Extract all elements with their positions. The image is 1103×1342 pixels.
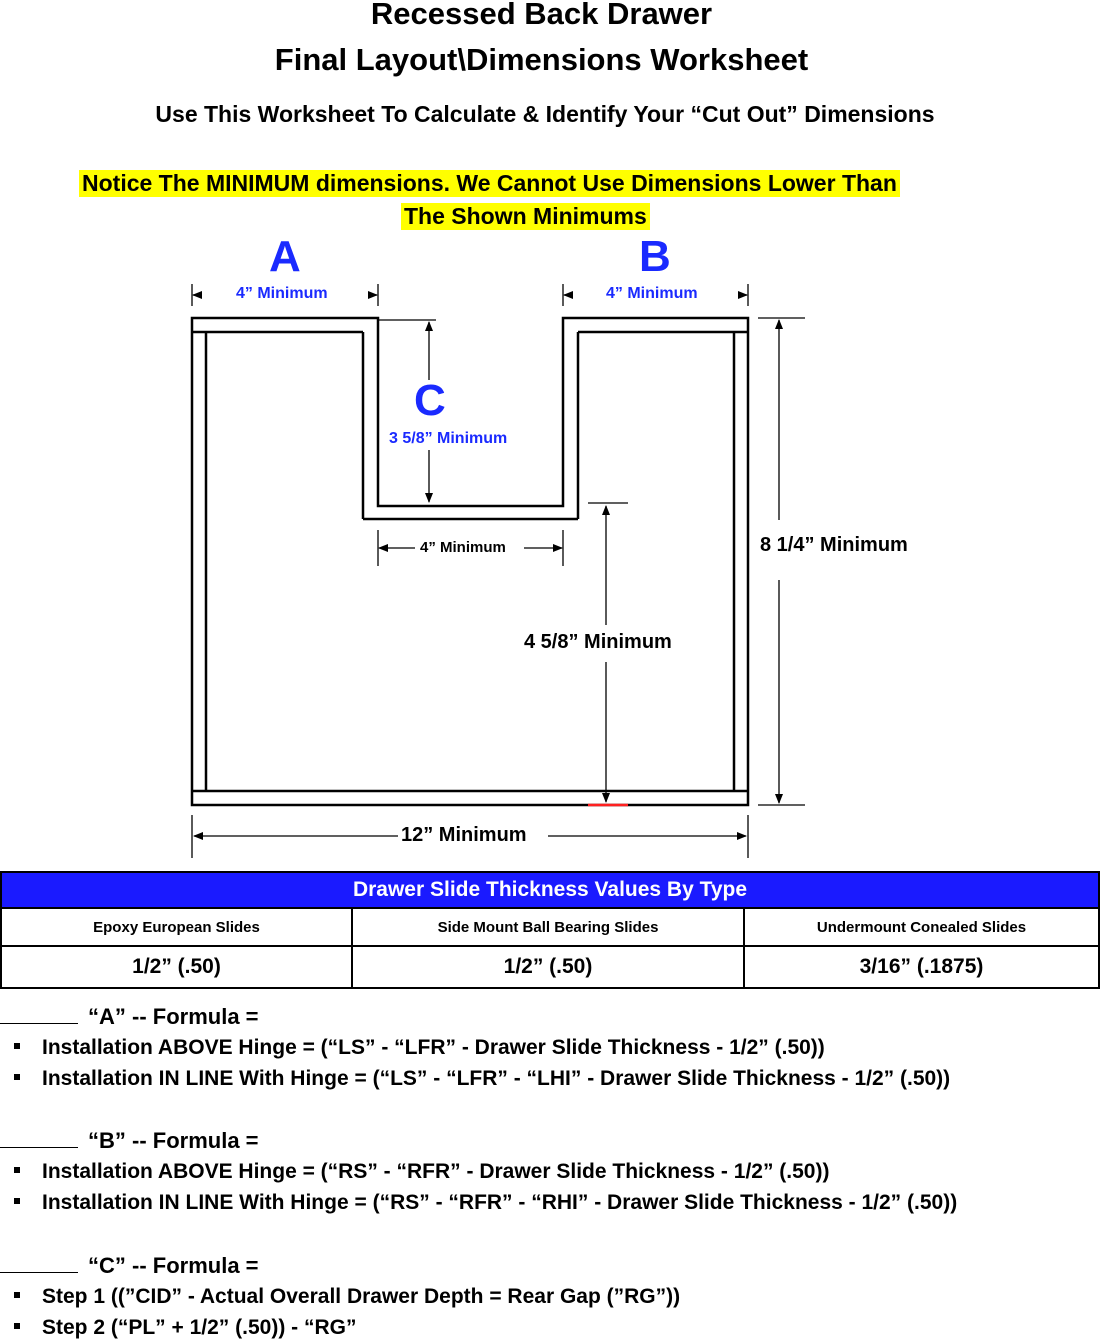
bullet-icon xyxy=(14,1167,20,1173)
a-minimum-label: 4” Minimum xyxy=(236,285,328,302)
lower-height-label: 4 5/8” Minimum xyxy=(521,631,675,654)
bullet-icon xyxy=(14,1074,20,1080)
cutout-width-label: 4” Minimum xyxy=(420,539,506,556)
formula-b-blank[interactable] xyxy=(0,1127,78,1148)
bullet-icon xyxy=(14,1323,20,1329)
formula-a-item-2 xyxy=(14,1067,950,1091)
label-b: B xyxy=(639,232,671,281)
bullet-icon xyxy=(14,1292,20,1298)
notice-line-1: Notice The MINIMUM dimensions. We Cannot Use Dimensions Lower Than xyxy=(79,170,900,197)
formula-c-item-1-text: Step 1 ((”CID” - Actual Overall Drawer Depth = Rear Gap (”RG”)) xyxy=(42,1285,681,1308)
formula-b-item-2-text: Installation IN LINE With Hinge = (“RS” - “RFR” - “RHI” - Drawer Slide Thickness - 1/2” (.50)) xyxy=(42,1191,958,1214)
header-side-mount: Side Mount Ball Bearing Slides xyxy=(352,908,744,946)
slide-thickness-table xyxy=(0,871,1100,989)
height-minimum-label: 8 1/4” Minimum xyxy=(757,534,911,557)
formula-c-item-1 xyxy=(14,1285,680,1309)
page-title: Recessed Back Drawer xyxy=(370,0,713,31)
value-epoxy: 1/2” (.50) xyxy=(1,946,352,988)
label-c: C xyxy=(414,376,446,425)
drawer-outline xyxy=(192,318,748,805)
notice-line-2: The Shown Minimums xyxy=(401,203,650,230)
formula-b-item-1 xyxy=(14,1160,829,1184)
width-minimum-label: 12” Minimum xyxy=(398,824,530,847)
formula-a-item-1-text: Installation ABOVE Hinge = (“LS” - “LFR” - Drawer Slide Thickness - 1/2” (.50)) xyxy=(42,1036,825,1059)
page-subtitle: Use This Worksheet To Calculate & Identify Your “Cut Out” Dimensions xyxy=(155,101,935,127)
formula-c-text: “C” -- Formula = xyxy=(88,1253,259,1278)
bullet-icon xyxy=(14,1198,20,1204)
table-title: Drawer Slide Thickness Values By Type xyxy=(1,872,1099,908)
formula-b-item-1-text: Installation ABOVE Hinge = (“RS” - “RFR” - Drawer Slide Thickness - 1/2” (.50)) xyxy=(42,1160,830,1183)
formula-c-blank[interactable] xyxy=(0,1252,78,1273)
formula-b-item-2 xyxy=(14,1191,957,1215)
label-a: A xyxy=(269,232,301,281)
page-title-line2: Final Layout\Dimensions Worksheet xyxy=(274,42,809,77)
formula-c-heading xyxy=(0,1252,259,1279)
formula-a-text: “A” -- Formula = xyxy=(88,1004,259,1029)
formula-a-heading xyxy=(0,1003,259,1030)
bullet-icon xyxy=(14,1043,20,1049)
header-undermount: Undermount Conealed Slides xyxy=(744,908,1099,946)
formula-c-item-2 xyxy=(14,1316,356,1340)
formula-c-item-2-text: Step 2 (“PL” + 1/2” (.50)) - “RG” xyxy=(42,1316,357,1339)
value-side-mount: 1/2” (.50) xyxy=(352,946,744,988)
formula-a-item-2-text: Installation IN LINE With Hinge = (“LS” - “LFR” - “LHI” - Drawer Slide Thickness - 1/2” (.50)) xyxy=(42,1067,951,1090)
formula-b-text: “B” -- Formula = xyxy=(88,1128,259,1153)
b-minimum-label: 4” Minimum xyxy=(606,285,698,302)
header-epoxy: Epoxy European Slides xyxy=(1,908,352,946)
c-minimum-label: 3 5/8” Minimum xyxy=(389,430,508,447)
formula-b-heading xyxy=(0,1127,259,1154)
value-undermount: 3/16” (.1875) xyxy=(744,946,1099,988)
formula-a-blank[interactable] xyxy=(0,1003,78,1024)
formula-a-item-1 xyxy=(14,1036,825,1060)
